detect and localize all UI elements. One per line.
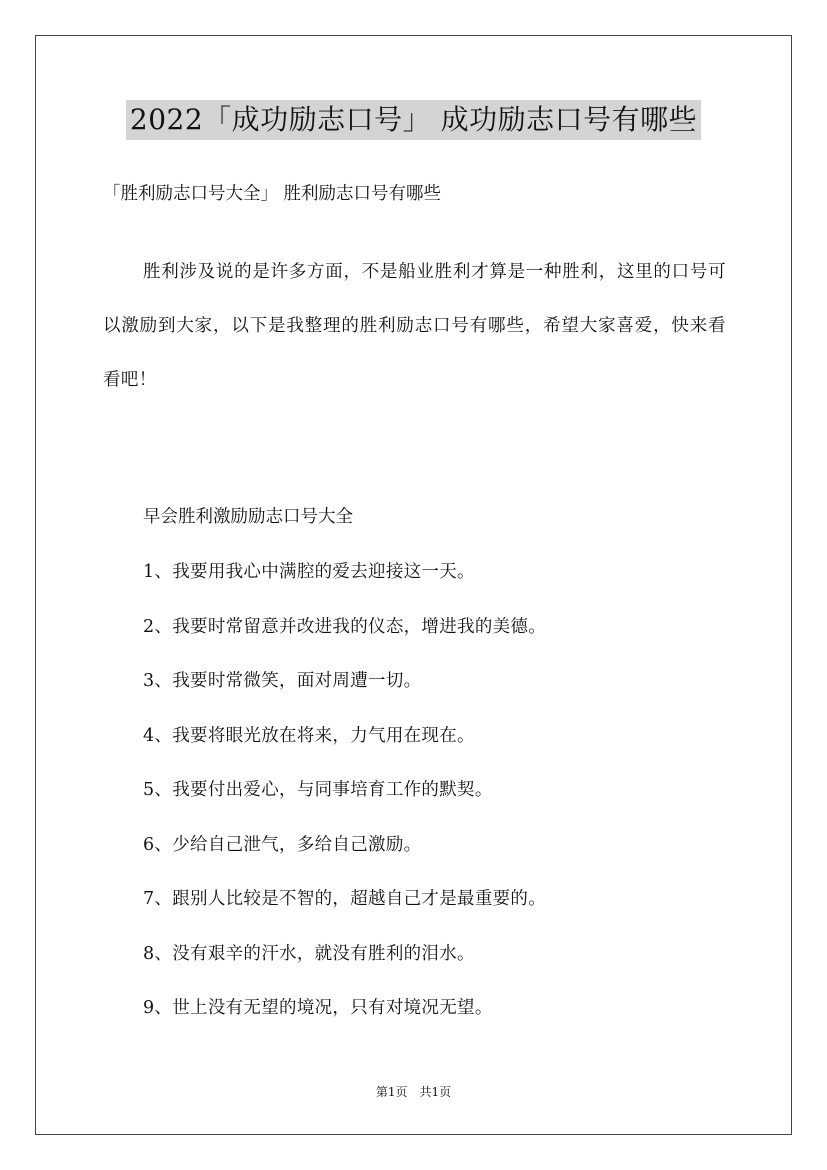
slogan-item: 5、我要付出爱心，与同事培育工作的默契。 [143,780,493,800]
intro-paragraph: 胜利涉及说的是许多方面，不是船业胜利才算是一种胜利，这里的口号可以激励到大家，以下是我整理的胜利励志口号有哪些，希望大家喜爱，快来看看吧！ [103,261,726,390]
slogan-item: 8、没有艰辛的汗水，就没有胜利的泪水。 [143,943,475,964]
slogan-item: 2、我要时常留意并改进我的仪态，增进我的美德。 [143,616,547,637]
slogan-item: 7、跟别人比较是不智的，超越自己才是最重要的。 [143,889,547,909]
slogan-item: 4、我要将眼光放在将来，力气用在现在。 [143,725,475,746]
slogan-item: 1、我要用我心中满腔的爱去迎接这一天。 [143,562,475,582]
slogan-item: 3、我要时常微笑，面对周遭一切。 [143,671,422,691]
section-heading: 早会胜利激励励志口号大全 [143,507,353,527]
document-subtitle: 「胜利励志口号大全」 胜利励志口号有哪些 [103,184,442,204]
title-container [0,100,827,140]
page-footer: 第1页 共1页 [375,1085,452,1099]
slogan-list [143,558,546,1049]
document-title: 2022「成功励志口号」 成功励志口号有哪些 [126,100,701,140]
slogan-item: 6、少给自己泄气，多给自己激励。 [143,834,422,855]
slogan-item: 9、世上没有无望的境况，只有对境况无望。 [143,998,493,1018]
